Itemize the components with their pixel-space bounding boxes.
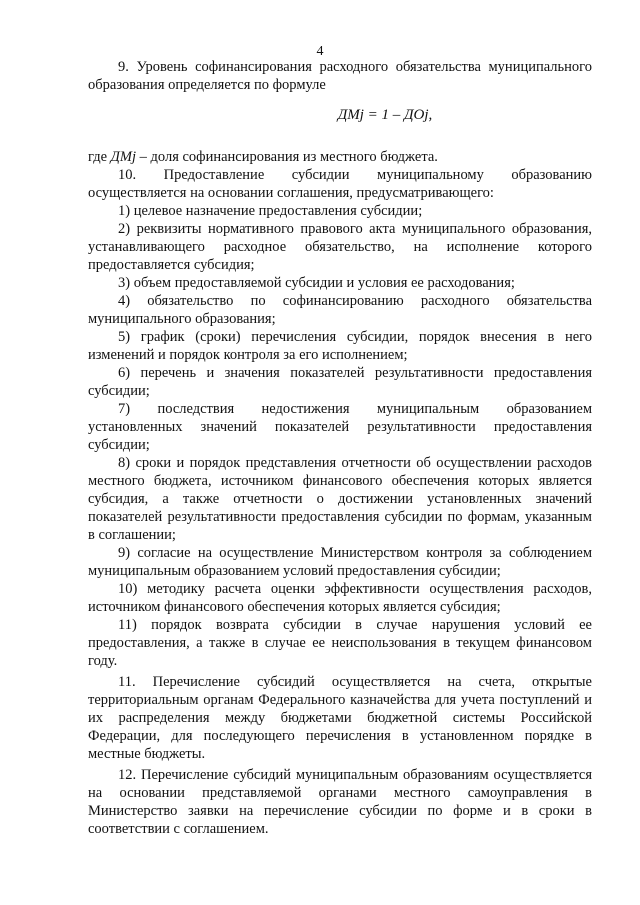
clause-11: 11. Перечисление субсидий осуществляется на счета, открытые территориальным органам Федерального казначейства для учета поступлений и их распределения между бюджетами бюджетной системы Российской Федерации, для последующего перечисления в установленном порядке в местные бюджеты. (88, 674, 592, 762)
formula-note-text: – доля софинансирования из местного бюджета. (136, 149, 438, 165)
list-item: 3) объем предоставляемой субсидии и условия ее расходования; (118, 275, 515, 291)
list-item: 2) реквизиты нормативного правового акта муниципального образования, устанавливающего расходное обязательство, на исполнение которого предоставляется субсидия; (88, 221, 592, 273)
formula-note: где ДМj – доля софинансирования из местного бюджета. (88, 149, 438, 165)
list-item: 9) согласие на осуществление Министерством контроля за соблюдением муниципальным образованием условий предоставления субсидии; (88, 545, 592, 579)
list-item: 10) методику расчета оценки эффективности осуществления расходов, источником финансового обеспечения которых является субсидия; (88, 581, 592, 615)
list-item: 5) график (сроки) перечисления субсидии, порядок внесения в него изменений и порядок контроля за его исполнением; (88, 329, 592, 363)
formula: ДМj = 1 – ДОj, (337, 107, 433, 123)
list-item: 11) порядок возврата субсидии в случае нарушения условий ее предоставления, а также в случае ее неиспользования в текущем финансовом году. (88, 617, 592, 669)
list-item: 8) сроки и порядок представления отчетности об осуществлении расходов местного бюджета, источником финансового обеспечения которых является субсидия, а также отчетности о достижении установленных значений показателей результативности предоставления субсидии по формам, указанным в соглашении; (88, 455, 592, 543)
page-number: 4 (316, 44, 324, 59)
document-body (88, 58, 592, 838)
list-item: 4) обязательство по софинансированию расходного обязательства муниципального образования; (88, 293, 592, 327)
list-item: 7) последствия недостижения муниципальным образованием установленных значений показателей результативности предоставления субсидии; (88, 401, 592, 453)
formula-note-symbol: ДМj (110, 149, 137, 165)
clause-9: 9. Уровень софинансирования расходного обязательства муниципального образования определяется по формуле (88, 59, 592, 93)
list-item: 6) перечень и значения показателей результативности предоставления субсидии; (88, 365, 592, 399)
clause-12: 12. Перечисление субсидий муниципальным образованиям осуществляется на основании представляемой органами местного самоуправления в Министерство заявки на перечисление субсидии по форме и в сроки в соответствии с соглашением. (88, 767, 592, 837)
list-item: 1) целевое назначение предоставления субсидии; (118, 203, 423, 219)
clause-10: 10. Предоставление субсидии муниципальному образованию осуществляется на основании соглашения, предусматривающего: (88, 167, 592, 201)
